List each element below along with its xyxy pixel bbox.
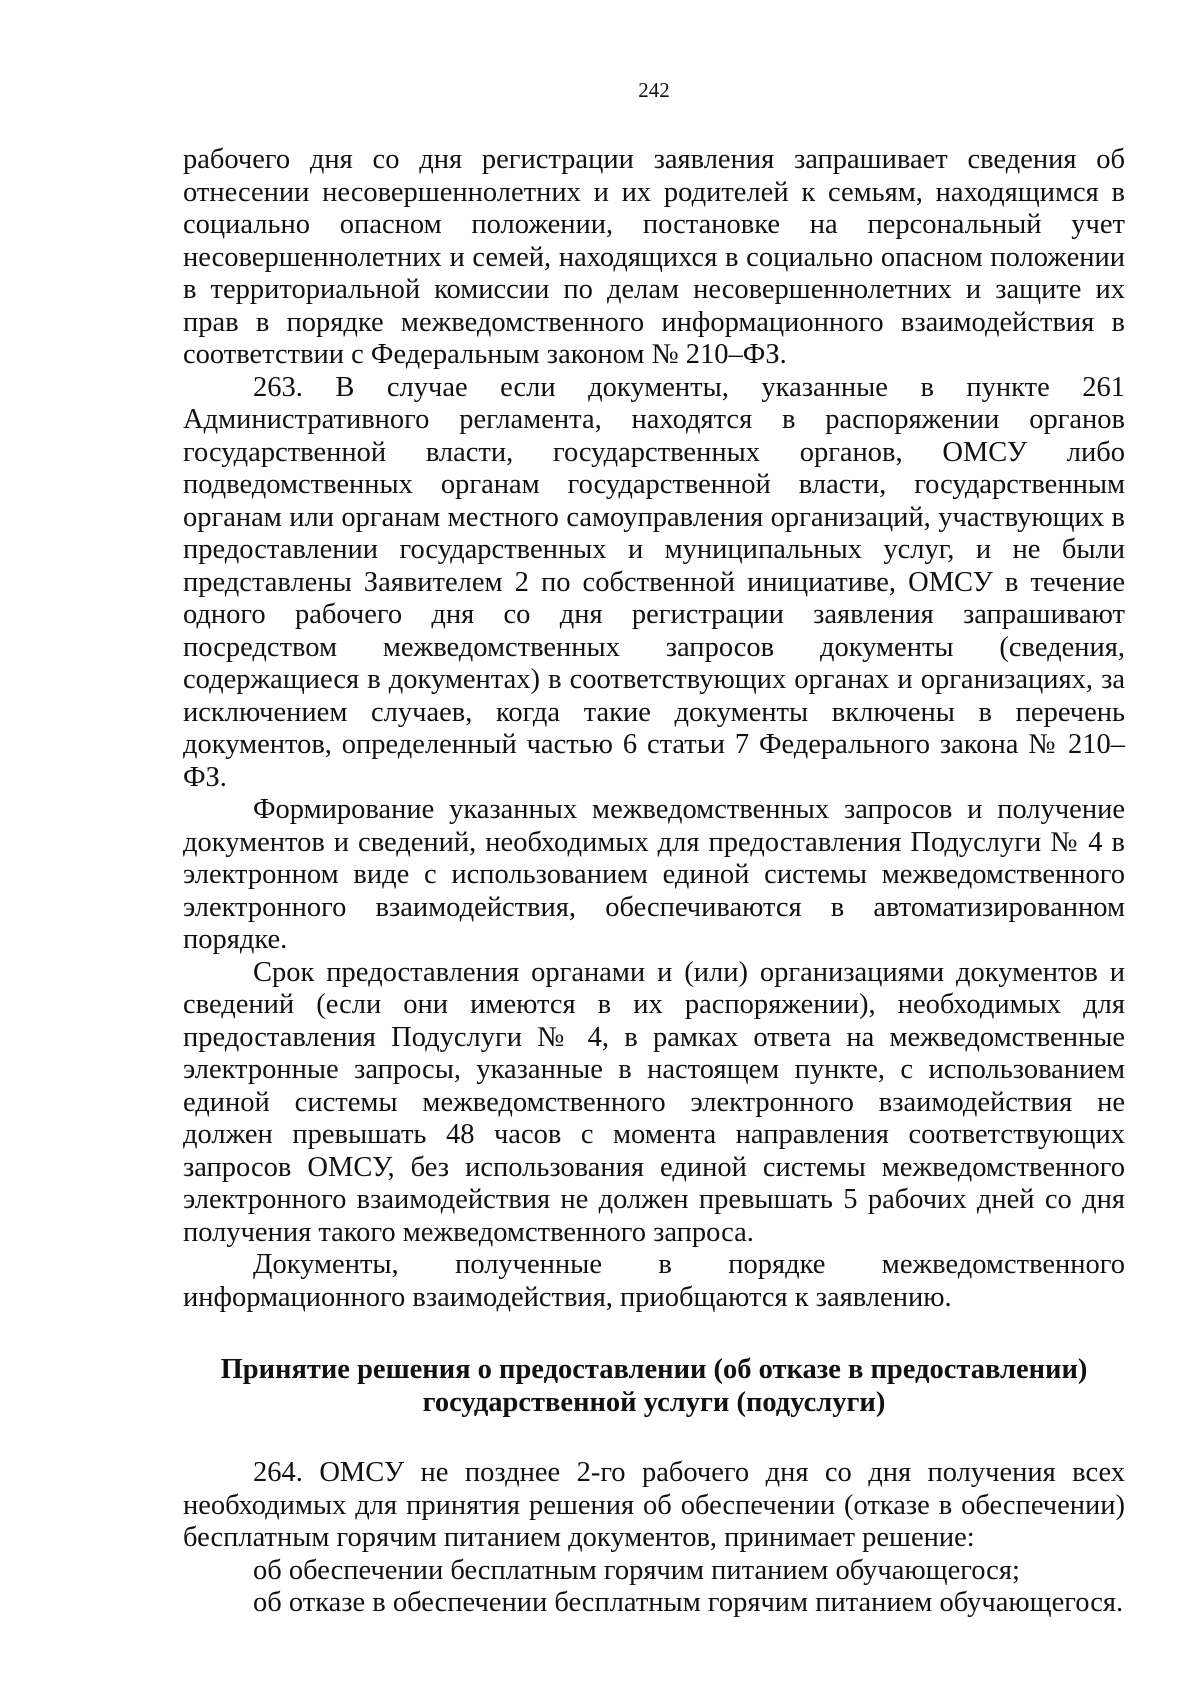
- section-heading-line-1: Принятие решения о предоставлении (об отказе в предоставлении): [220, 1354, 1088, 1385]
- paragraph-264: 264. ОМСУ не позднее 2-го рабочего дня со дня получения всех необходимых для принятия решения об обеспечении (отказе в обеспечении) бесплатным горячим питанием документов, принимает решение:: [183, 1457, 1125, 1553]
- document-page: [183, 78, 1125, 1620]
- section-heading-line-2: государственной услуги (подуслуги): [422, 1387, 886, 1418]
- page-number: 242: [638, 78, 670, 102]
- decision-option-refuse: об отказе в обеспечении бесплатным горячим питанием обучающегося.: [253, 1587, 1124, 1618]
- section-heading: [183, 1353, 1125, 1419]
- paragraph-interagency-requests: Формирование указанных межведомственных запросов и получение документов и сведений, необходимых для предоставления Подуслуги № 4 в электронном виде с использованием единой системы межведомственного электронного взаимодействия, обеспечиваются в автоматизированном порядке.: [183, 794, 1125, 955]
- paragraph-documents-attached: Документы, полученные в порядке межведомственного информационного взаимодействия, приобщаются к заявлению.: [183, 1249, 1125, 1313]
- paragraph-response-deadline: Срок предоставления органами и (или) организациями документов и сведений (если они имеются в их распоряжении), необходимых для предоставления Подуслуги № 4, в рамках ответа на межведомственные электронные запросы, указанные в настоящем пункте, с использованием единой системы межведомственного электронного взаимодействия не должен превышать 48 часов с момента направления соответствующих запросов ОМСУ, без использования единой системы межведомственного электронного взаимодействия не должен превышать 5 рабочих дней со дня получения такого межведомственного запроса.: [183, 956, 1125, 1248]
- decision-option-provide: об обеспечении бесплатным горячим питанием обучающегося;: [253, 1554, 1020, 1586]
- paragraph-continuation: рабочего дня со дня регистрации заявления запрашивает сведения об отнесении несовершеннолетних и их родителей к семьям, находящимся в социально опасном положении, постановке на персональный учет несовершеннолетних и семей, находящихся в социально опасном положении в территориальной комиссии по делам несовершеннолетних и защите их прав в порядке межведомственного информационного взаимодействия в соответствии с Федеральным законом № 210–ФЗ.: [183, 144, 1125, 370]
- paragraph-263: 263. В случае если документы, указанные в пункте 261 Административного регламента, находятся в распоряжении органов государственной власти, государственных органов, ОМСУ либо подведомственных органам государственной власти, государственным органам или органам местного самоуправления организаций, участвующих в предоставлении государственных и муниципальных услуг, и не были представлены Заявителем 2 по собственной инициативе, ОМСУ в течение одного рабочего дня со дня регистрации заявления запрашивают посредством межведомственных запросов документы (сведения, содержащиеся в документах) в соответствующих органах и организациях, за исключением случаев, когда такие документы включены в перечень документов, определенный частью 6 статьи 7 Федерального закона № 210–ФЗ.: [183, 371, 1125, 793]
